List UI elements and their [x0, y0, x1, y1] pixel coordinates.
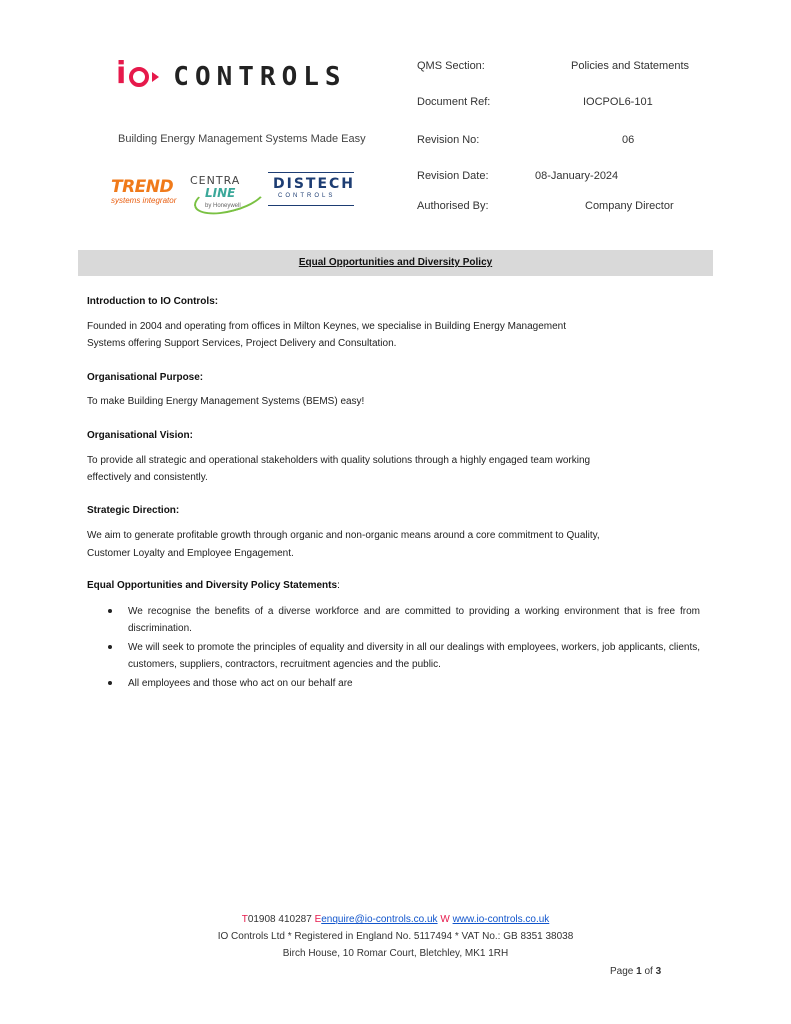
- statement-item: We will seek to promote the principles of equality and diversity in all our dealings with employees, workers, job applicants, clients, customers, suppliers, contractors, recruitment agencies and the public.: [108, 639, 700, 673]
- direction-text-line1: We aim to generate profitable growth through organic and non-organic means around a core commitment to Quality,: [87, 530, 600, 541]
- page-number-total: 3: [655, 966, 662, 977]
- intro-heading: Introduction to IO Controls:: [87, 296, 219, 307]
- footer-phone: 01908 410287: [247, 914, 312, 925]
- policy-title: Equal Opportunities and Diversity Policy: [298, 257, 493, 268]
- logo-arrow-mark: [152, 72, 159, 82]
- page-number-prefix: Page: [610, 966, 634, 977]
- meta-value-revision-no: 06: [622, 134, 635, 146]
- statements-heading-text: Equal Opportunities and Diversity Policy Statements: [87, 580, 338, 591]
- distech-bottom-rule: [268, 205, 354, 206]
- footer-address: Birch House, 10 Romar Court, Bletchley, MK1 1RH: [282, 948, 509, 959]
- page-number-of: of: [644, 966, 653, 977]
- statement-item: All employees and those who act on our behalf are: [108, 675, 700, 692]
- intro-text-line2: Systems offering Support Services, Project Delivery and Consultation.: [87, 338, 397, 349]
- meta-label-document-ref: Document Ref:: [417, 96, 491, 108]
- meta-label-revision-no: Revision No:: [417, 134, 480, 146]
- statements-heading-colon: :: [337, 580, 340, 591]
- footer-website-link[interactable]: www.io-controls.co.uk: [452, 914, 550, 925]
- vision-text-line2: effectively and consistently.: [87, 472, 208, 483]
- logo-text: CONTROLS: [173, 61, 347, 92]
- centraline-logo-line: LINE: [205, 186, 236, 200]
- statements-heading: [87, 580, 340, 591]
- purpose-text: To make Building Energy Management Systems (BEMS) easy!: [87, 396, 365, 407]
- page-number-current: 1: [636, 966, 642, 977]
- footer-phone-label: T: [241, 914, 248, 925]
- logo-o-mark: [129, 67, 149, 87]
- centraline-logo: CENTRA: [190, 174, 241, 187]
- trend-logo-subtitle: systems integrator: [111, 196, 177, 205]
- meta-label-revision-date: Revision Date:: [417, 170, 489, 182]
- footer-registration: IO Controls Ltd * Registered in England No. 5117494 * VAT No.: GB 8351 38038: [217, 931, 574, 942]
- direction-heading: Strategic Direction:: [87, 505, 180, 516]
- footer-web-label: W: [440, 914, 450, 925]
- direction-text-line2: Customer Loyalty and Employee Engagement.: [87, 548, 294, 559]
- statements-list: [108, 603, 700, 694]
- meta-label-qms-section: QMS Section:: [417, 60, 485, 72]
- vision-heading: Organisational Vision:: [87, 430, 193, 441]
- meta-value-revision-date: 08-January-2024: [535, 170, 619, 182]
- logo-i-mark: i: [116, 56, 128, 91]
- footer-email-label: E: [314, 914, 322, 925]
- policy-title-banner: [78, 250, 713, 276]
- purpose-heading: Organisational Purpose:: [87, 372, 204, 383]
- meta-value-authorised-by: Company Director: [585, 200, 674, 212]
- meta-value-document-ref: IOCPOL6-101: [583, 96, 653, 108]
- footer-contact-line: [0, 914, 791, 925]
- distech-top-rule: [268, 172, 354, 173]
- distech-logo: DISTECH: [273, 176, 356, 192]
- meta-label-authorised-by: Authorised By:: [417, 200, 489, 212]
- statement-item: We recognise the benefits of a diverse workforce and are committed to providing a working environment that is free from discrimination.: [108, 603, 700, 637]
- footer-email-link[interactable]: enquire@io-controls.co.uk: [321, 914, 438, 925]
- trend-logo: TREND: [111, 177, 174, 197]
- distech-logo-subtitle: CONTROLS: [278, 193, 336, 199]
- company-logo: [116, 56, 366, 96]
- meta-value-qms-section: Policies and Statements: [571, 60, 690, 72]
- centraline-logo-subtitle: by Honeywell: [205, 203, 241, 209]
- intro-text-line1: Founded in 2004 and operating from offices in Milton Keynes, we specialise in Building Energy Management: [87, 321, 566, 332]
- vision-text-line1: To provide all strategic and operational stakeholders with quality solutions through a highly engaged team working: [87, 455, 591, 466]
- tagline: Building Energy Management Systems Made Easy: [118, 133, 366, 145]
- page-number: [610, 966, 661, 977]
